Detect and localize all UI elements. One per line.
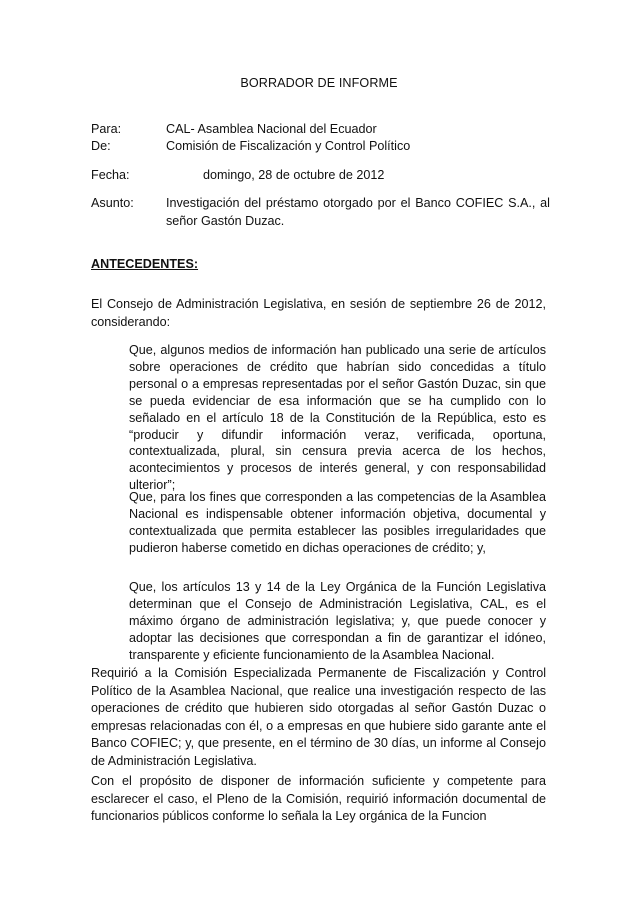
intro-paragraph: El Consejo de Administración Legislativa, en sesión de septiembre 26 de 2012, considerando: (91, 297, 546, 329)
de-label: De: (91, 139, 111, 153)
fecha-label: Fecha: (91, 168, 130, 182)
asunto-label: Asunto: (91, 196, 134, 210)
considerando-quote-1: Que, algunos medios de información han publicado una serie de artículos sobre operaciones de crédito que habrían sido concedidas a título personal o a empresas representadas por el señor Gastón Duzac, sin que se pueda evidenciar de esa información que se ha cumplido con lo señalado en el artículo 18 de la Constitución de la República, esto es “producir y difundir información veraz, verificada, oportuna, contextualizada, plural, sin censura previa acerca de los hechos, acontecimientos y procesos de interés general, y con responsabilidad ulterior”; (129, 343, 546, 493)
fecha-value: domingo, 28 de octubre de 2012 (203, 168, 385, 182)
antecedentes-heading: ANTECEDENTES: (91, 257, 199, 271)
considerando-quote-3: Que, los artículos 13 y 14 de la Ley Orgánica de la Función Legislativa determinan que el Consejo de Administración Legislativa, CAL, es el máximo órgano de administración legislativa; y, que puede conocer y adoptar las decisiones que correspondan a fin de garantizar el idóneo, transparente y eficiente funcionamiento de la Asamblea Nacional. (129, 580, 546, 662)
de-value: Comisión de Fiscalización y Control Político (166, 139, 411, 153)
considerando-quote-2: Que, para los fines que corresponden a las competencias de la Asamblea Nacional es indispensable obtener información objetiva, documental y contextualizada que permita establecer las posibles irregularidades que pudieron haberse cometido en dichas operaciones de crédito; y, (129, 490, 546, 555)
asunto-value: Investigación del préstamo otorgado por el Banco COFIEC S.A., al señor Gastón Duzac. (166, 196, 550, 228)
document-title: BORRADOR DE INFORME (240, 76, 398, 90)
purpose-paragraph: Con el propósito de disponer de información suficiente y competente para esclarecer el caso, el Pleno de la Comisión, requirió información documental de funcionarios públicos conforme lo señala la Ley orgánica de la Funcion (91, 774, 546, 823)
requirement-paragraph: Requirió a la Comisión Especializada Permanente de Fiscalización y Control Político de la Asamblea Nacional, que realice una investigación respecto de las operaciones de crédito que hubieren sido otorgadas al señor Gastón Duzac o empresas relacionadas con él, o a empresas en que hubiere sido garante ante el Banco COFIEC; y, que presente, en el término de 30 días, un informe al Consejo de Administración Legislativa. (91, 666, 546, 768)
para-label: Para: (91, 122, 122, 136)
para-value: CAL- Asamblea Nacional del Ecuador (166, 122, 377, 136)
